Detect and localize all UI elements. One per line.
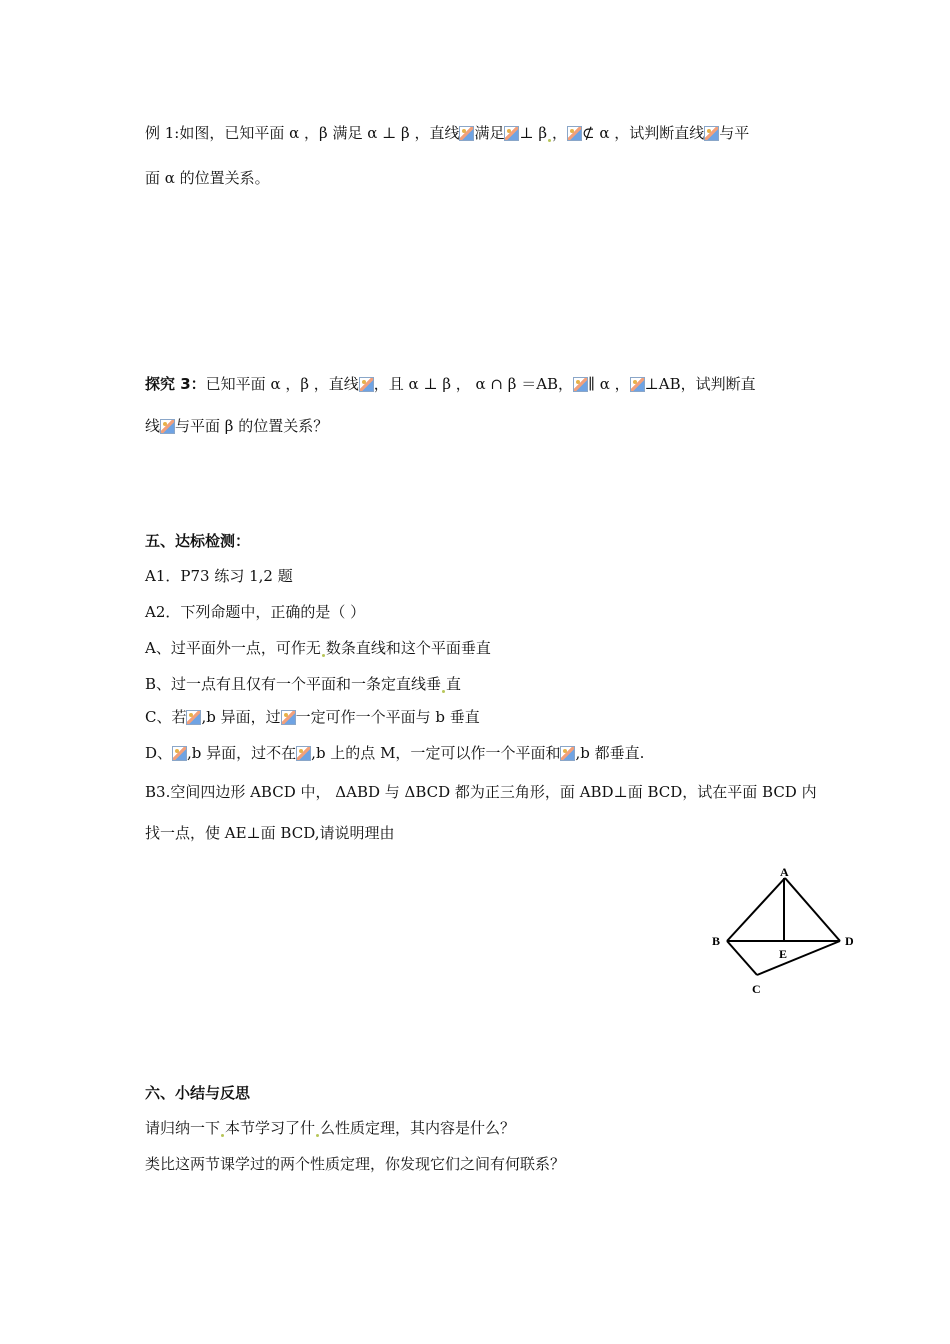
- line-image-icon: [704, 126, 719, 141]
- line-image-icon: [186, 710, 201, 725]
- explore3-text-4: ⊥AB，试判断直: [644, 375, 756, 393]
- explore3-label: 探究 3：: [145, 375, 206, 393]
- line-image-icon: [296, 746, 311, 761]
- option-c: [145, 706, 480, 728]
- option-d-text-1: D、: [145, 744, 173, 762]
- line-image-icon: [567, 126, 582, 141]
- line-image-icon: [459, 126, 474, 141]
- option-d: [145, 742, 644, 764]
- edge-ad: [785, 878, 840, 941]
- section5-a2: A2．下列命题中，正确的是（ ）: [145, 603, 366, 621]
- line-image-icon: [560, 746, 575, 761]
- section6-heading: 六、小结与反思: [145, 1084, 251, 1102]
- option-a-text-2: 数条直线和这个平面垂直: [325, 639, 491, 657]
- option-b: [145, 673, 461, 695]
- label-e: E: [779, 947, 788, 961]
- section5-heading: 五、达标检测：: [145, 532, 251, 550]
- example1-text-3: ⊥ β: [519, 124, 548, 142]
- label-c: C: [752, 982, 761, 996]
- label-d: D: [845, 934, 854, 948]
- example1-line2: 面 α 的位置关系。: [145, 169, 270, 187]
- option-c-text-3: 一定可作一个平面与 b 垂直: [295, 708, 480, 726]
- marker-dot-icon: [221, 1134, 224, 1137]
- example1-text-4: ，: [552, 124, 568, 142]
- example1-text-6: 与平: [719, 124, 750, 142]
- label-a: A: [780, 865, 789, 879]
- explore3-text-2: ，且 α ⊥ β ， α ∩ β ＝AB，: [373, 375, 574, 393]
- section6-q1-text-2: 本节学习了什: [225, 1119, 316, 1137]
- explore3-line1: [145, 373, 756, 395]
- explore3-line2: [145, 415, 328, 437]
- section5-a1: A1．P73 练习 1,2 题: [145, 567, 293, 585]
- example1-line1: [145, 122, 749, 144]
- line-image-icon: [281, 710, 296, 725]
- edge-bc: [727, 941, 757, 975]
- line-image-icon: [359, 377, 374, 392]
- explore3-text-5: 线: [145, 417, 161, 435]
- example1-text-1: 例 1:如图，已知平面 α ，β 满足 α ⊥ β ，直线: [145, 124, 460, 142]
- option-c-text-2: ,b 异面，过: [201, 708, 281, 726]
- line-image-icon: [172, 746, 187, 761]
- option-d-text-4: ,b 都垂直.: [575, 744, 645, 762]
- option-a: [145, 637, 491, 659]
- example1-text-5: ⊄ α ，试判断直线: [582, 124, 705, 142]
- edge-cd: [757, 941, 840, 975]
- section6-q1: [145, 1117, 515, 1139]
- line-image-icon: [160, 419, 175, 434]
- section6-q1-text-1: 请归纳一下: [145, 1119, 221, 1137]
- edge-ab: [727, 878, 785, 941]
- option-d-text-2: ,b 异面，过不在: [187, 744, 297, 762]
- marker-dot-icon: [322, 654, 325, 657]
- explore3-text-1: 已知平面 α ，β ，直线: [205, 375, 359, 393]
- marker-dot-icon: [316, 1134, 319, 1137]
- line-image-icon: [573, 377, 588, 392]
- option-b-text-1: B、过一点有且仅有一个平面和一条定直线垂: [145, 675, 442, 693]
- line-image-icon: [504, 126, 519, 141]
- b3-line1: B3.空间四边形 ABCD 中， ΔABD 与 ΔBCD 都为正三角形，面 ABD⊥面 BCD，试在平面 BCD 内: [145, 783, 817, 801]
- section6-q1-text-3: 么性质定理，其内容是什么？: [320, 1119, 516, 1137]
- b3-line2: 找一点，使 AE⊥面 BCD,请说明理由: [145, 824, 395, 842]
- line-image-icon: [630, 377, 645, 392]
- explore3-text-6: 与平面 β 的位置关系？: [175, 417, 329, 435]
- tetrahedron-diagram: [700, 860, 870, 1000]
- label-b: B: [712, 934, 721, 948]
- option-c-text-1: C、若: [145, 708, 187, 726]
- section6-q2: 类比这两节课学过的两个性质定理，你发现它们之间有何联系？: [145, 1155, 566, 1173]
- option-b-text-2: 直: [446, 675, 462, 693]
- explore3-text-3: ∥ α ，: [588, 375, 630, 393]
- marker-dot-icon: [442, 690, 445, 693]
- example1-text-2: 满足: [474, 124, 505, 142]
- option-a-text-1: A、过平面外一点，可作无: [145, 639, 321, 657]
- marker-dot-icon: [548, 139, 551, 142]
- option-d-text-3: ,b 上的点 M，一定可以作一个平面和: [311, 744, 561, 762]
